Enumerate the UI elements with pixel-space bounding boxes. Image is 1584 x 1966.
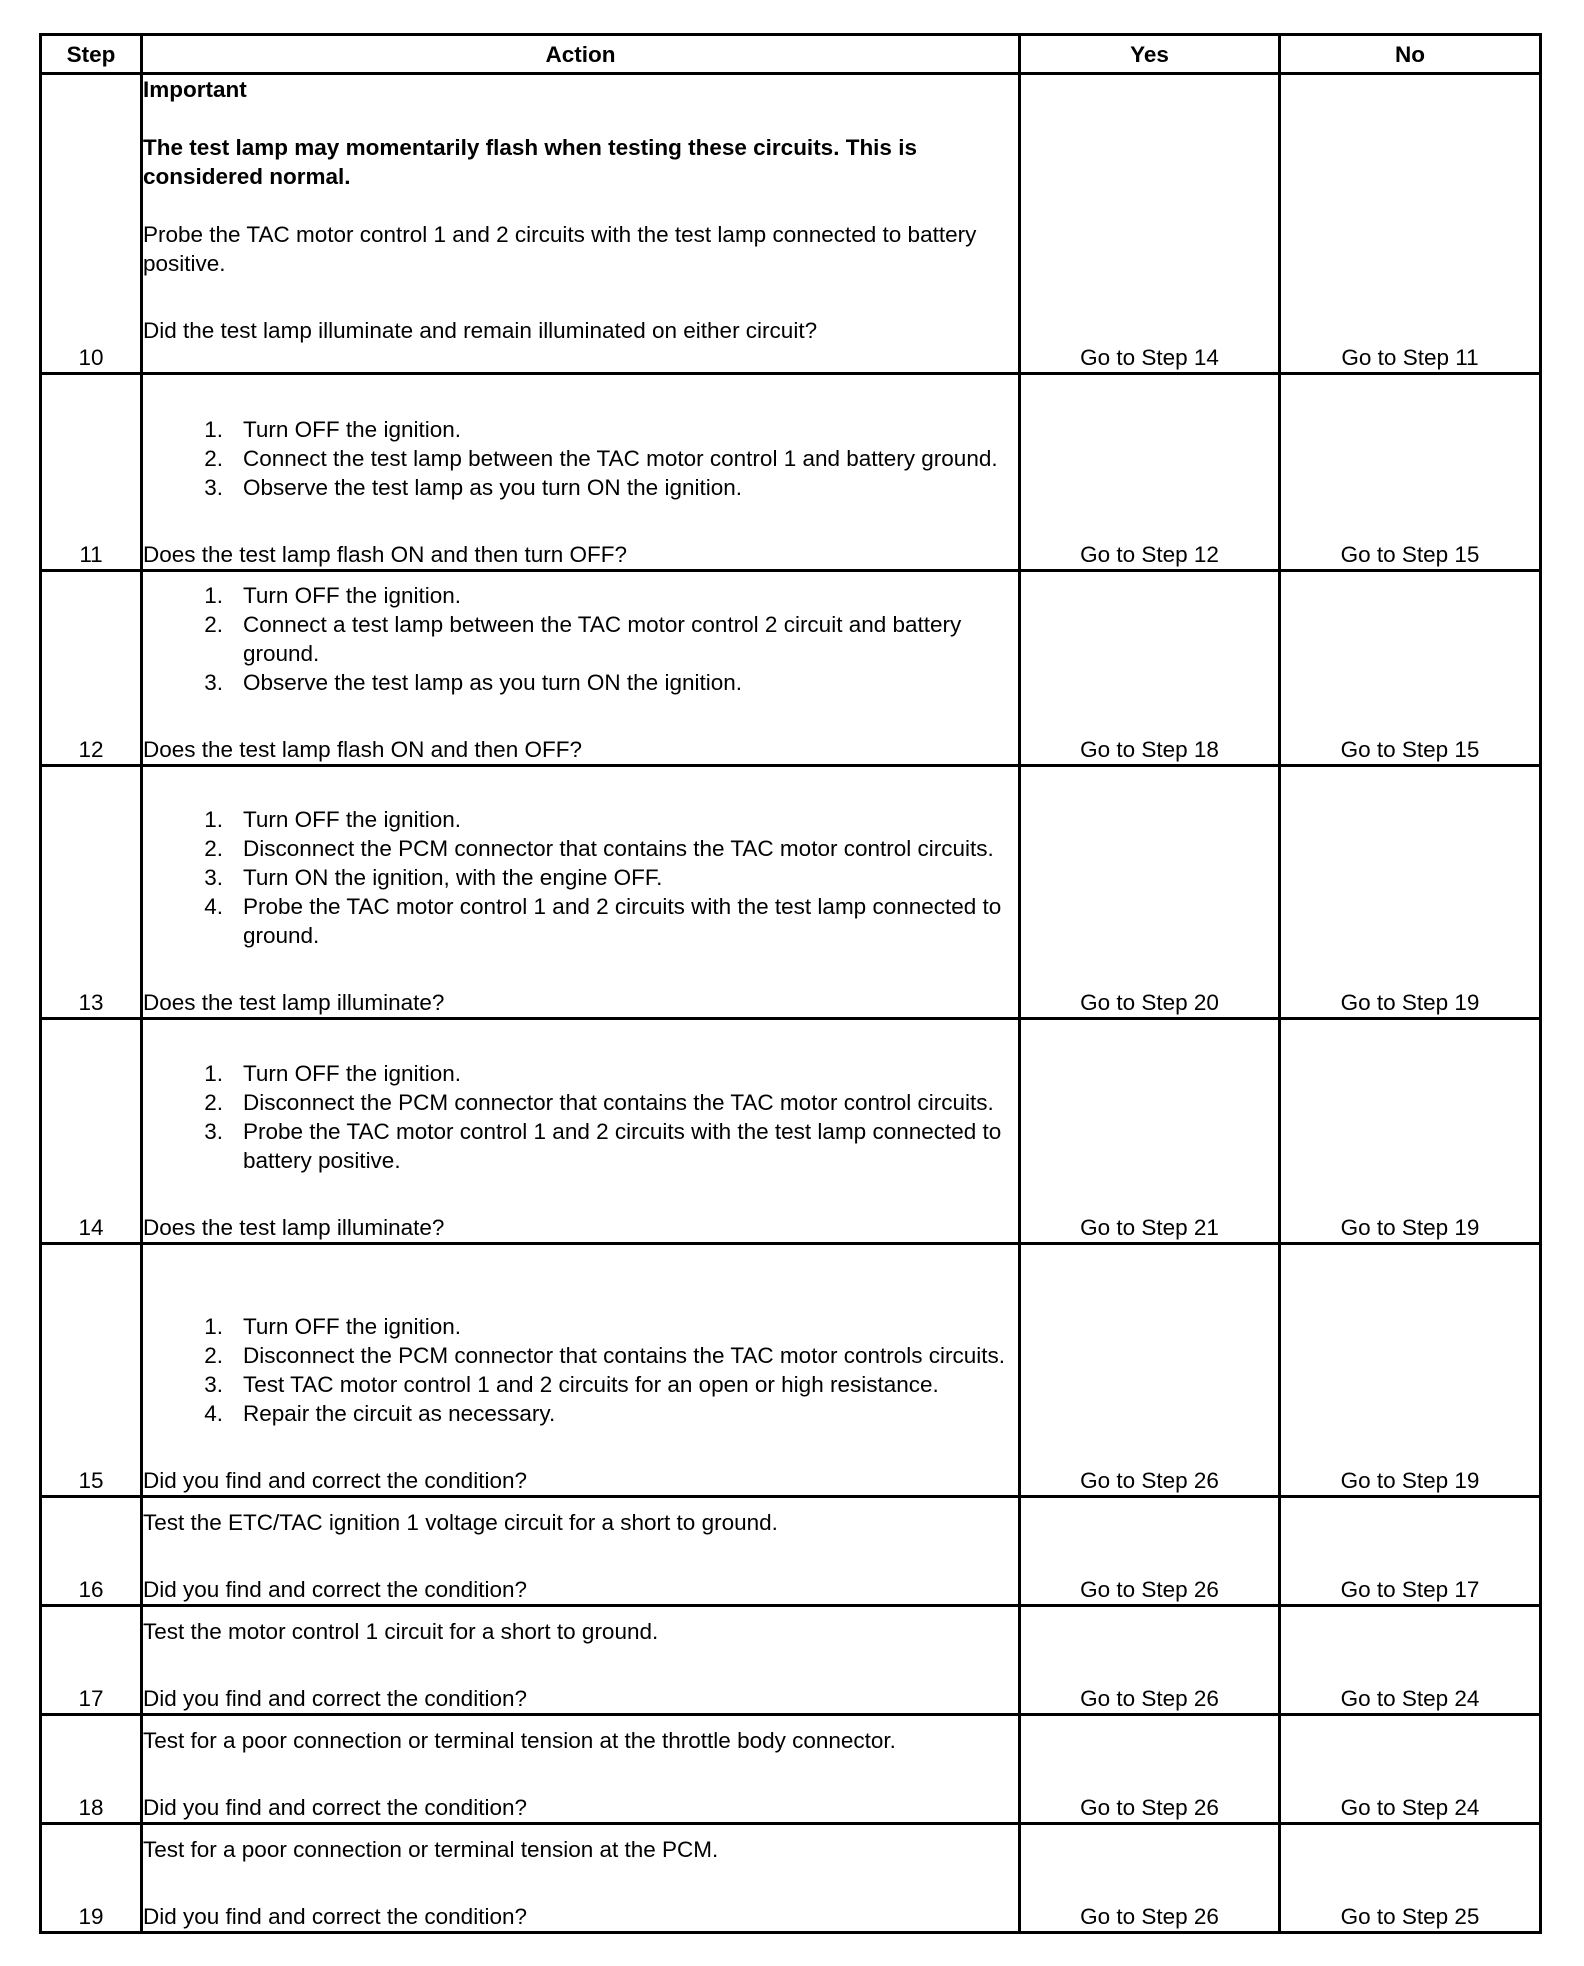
action-text: Test for a poor connection or terminal tension at the PCM. <box>143 1837 719 1862</box>
header-step: Step <box>41 35 142 74</box>
yes-result: Go to Step 21 <box>1020 1019 1280 1244</box>
table-row <box>41 1606 1541 1715</box>
step-number: 13 <box>41 766 142 1019</box>
list-item: 2. Disconnect the PCM connector that contains the TAC motor control circuits. <box>204 836 994 861</box>
list-item: 1. Turn OFF the ignition. <box>204 417 462 442</box>
step-number: 18 <box>41 1715 142 1824</box>
action-cell <box>142 1244 1020 1497</box>
step-number: 17 <box>41 1606 142 1715</box>
header-row <box>41 35 1541 74</box>
yes-result: Go to Step 12 <box>1020 374 1280 571</box>
table-row <box>41 374 1541 571</box>
list-item: 1. Turn OFF the ignition. <box>204 1061 462 1086</box>
action-question: Did you find and correct the condition? <box>143 1904 527 1929</box>
action-cell <box>142 571 1020 766</box>
step-number: 15 <box>41 1244 142 1497</box>
table-row <box>41 1244 1541 1497</box>
action-cell <box>142 1824 1020 1933</box>
action-question: Does the test lamp illuminate? <box>143 990 445 1015</box>
step-number: 11 <box>41 374 142 571</box>
action-cell <box>142 74 1020 374</box>
action-question: Did you find and correct the condition? <box>143 1468 527 1493</box>
step-list <box>143 805 1018 950</box>
list-item: 3. Observe the test lamp as you turn ON the ignition. <box>204 670 742 695</box>
action-question: Does the test lamp flash ON and then turn OFF? <box>143 542 627 567</box>
action-cell <box>142 766 1020 1019</box>
step-list <box>143 1312 1018 1428</box>
yes-result: Go to Step 14 <box>1020 74 1280 374</box>
no-result: Go to Step 19 <box>1280 766 1541 1019</box>
action-text: Test for a poor connection or terminal tension at the throttle body connector. <box>143 1728 896 1753</box>
list-item: 1. Turn OFF the ignition. <box>204 1314 462 1339</box>
step-list <box>143 581 1018 697</box>
table-row <box>41 571 1541 766</box>
diagnostic-table <box>39 33 1542 1934</box>
table-row <box>41 1715 1541 1824</box>
important-title: Important <box>143 77 247 102</box>
no-result: Go to Step 24 <box>1280 1715 1541 1824</box>
table-row <box>41 74 1541 374</box>
action-cell <box>142 1019 1020 1244</box>
step-number: 12 <box>41 571 142 766</box>
list-item: 2. Connect the test lamp between the TAC motor control 1 and battery ground. <box>204 446 998 471</box>
action-cell <box>142 1606 1020 1715</box>
step-number: 19 <box>41 1824 142 1933</box>
list-item: 2. Disconnect the PCM connector that contains the TAC motor control circuits. <box>204 1090 994 1115</box>
action-question: Does the test lamp illuminate? <box>143 1215 445 1240</box>
list-item: 1. Turn OFF the ignition. <box>204 807 462 832</box>
step-number: 16 <box>41 1497 142 1606</box>
action-text: Test the motor control 1 circuit for a short to ground. <box>143 1619 659 1644</box>
list-item: 4. Probe the TAC motor control 1 and 2 circuits with the test lamp connected to ground. <box>204 894 1002 948</box>
table-row <box>41 1497 1541 1606</box>
action-text: Probe the TAC motor control 1 and 2 circuits with the test lamp connected to battery positive. <box>143 222 977 276</box>
list-item: 3. Turn ON the ignition, with the engine OFF. <box>204 865 663 890</box>
list-item: 3. Probe the TAC motor control 1 and 2 circuits with the test lamp connected to battery positive. <box>204 1119 1002 1173</box>
action-question: Did you find and correct the condition? <box>143 1577 527 1602</box>
yes-result: Go to Step 26 <box>1020 1497 1280 1606</box>
action-cell <box>142 374 1020 571</box>
action-question: Did you find and correct the condition? <box>143 1686 527 1711</box>
list-item: 4. Repair the circuit as necessary. <box>204 1401 556 1426</box>
no-result: Go to Step 19 <box>1280 1019 1541 1244</box>
step-list <box>143 415 1018 502</box>
list-item: 2. Disconnect the PCM connector that contains the TAC motor controls circuits. <box>204 1343 1005 1368</box>
no-result: Go to Step 15 <box>1280 571 1541 766</box>
action-cell <box>142 1715 1020 1824</box>
yes-result: Go to Step 26 <box>1020 1606 1280 1715</box>
no-result: Go to Step 19 <box>1280 1244 1541 1497</box>
action-question: Did you find and correct the condition? <box>143 1795 527 1820</box>
step-number: 10 <box>41 74 142 374</box>
step-list <box>143 1059 1018 1175</box>
list-item: 3. Observe the test lamp as you turn ON the ignition. <box>204 475 742 500</box>
action-cell <box>142 1497 1020 1606</box>
important-note: The test lamp may momentarily flash when testing these circuits. This is considered normal. <box>143 135 917 189</box>
action-question: Did the test lamp illuminate and remain illuminated on either circuit? <box>143 318 818 343</box>
no-result: Go to Step 25 <box>1280 1824 1541 1933</box>
header-no: No <box>1280 35 1541 74</box>
yes-result: Go to Step 18 <box>1020 571 1280 766</box>
no-result: Go to Step 15 <box>1280 374 1541 571</box>
step-number: 14 <box>41 1019 142 1244</box>
header-action: Action <box>142 35 1020 74</box>
no-result: Go to Step 24 <box>1280 1606 1541 1715</box>
yes-result: Go to Step 26 <box>1020 1715 1280 1824</box>
yes-result: Go to Step 26 <box>1020 1244 1280 1497</box>
table-row <box>41 1824 1541 1933</box>
action-question: Does the test lamp flash ON and then OFF? <box>143 737 582 762</box>
list-item: 2. Connect a test lamp between the TAC motor control 2 circuit and battery ground. <box>204 612 962 666</box>
no-result: Go to Step 11 <box>1280 74 1541 374</box>
list-item: 1. Turn OFF the ignition. <box>204 583 462 608</box>
table-row <box>41 766 1541 1019</box>
list-item: 3. Test TAC motor control 1 and 2 circuits for an open or high resistance. <box>204 1372 939 1397</box>
action-text: Test the ETC/TAC ignition 1 voltage circuit for a short to ground. <box>143 1510 778 1535</box>
header-yes: Yes <box>1020 35 1280 74</box>
no-result: Go to Step 17 <box>1280 1497 1541 1606</box>
yes-result: Go to Step 26 <box>1020 1824 1280 1933</box>
table-row <box>41 1019 1541 1244</box>
yes-result: Go to Step 20 <box>1020 766 1280 1019</box>
